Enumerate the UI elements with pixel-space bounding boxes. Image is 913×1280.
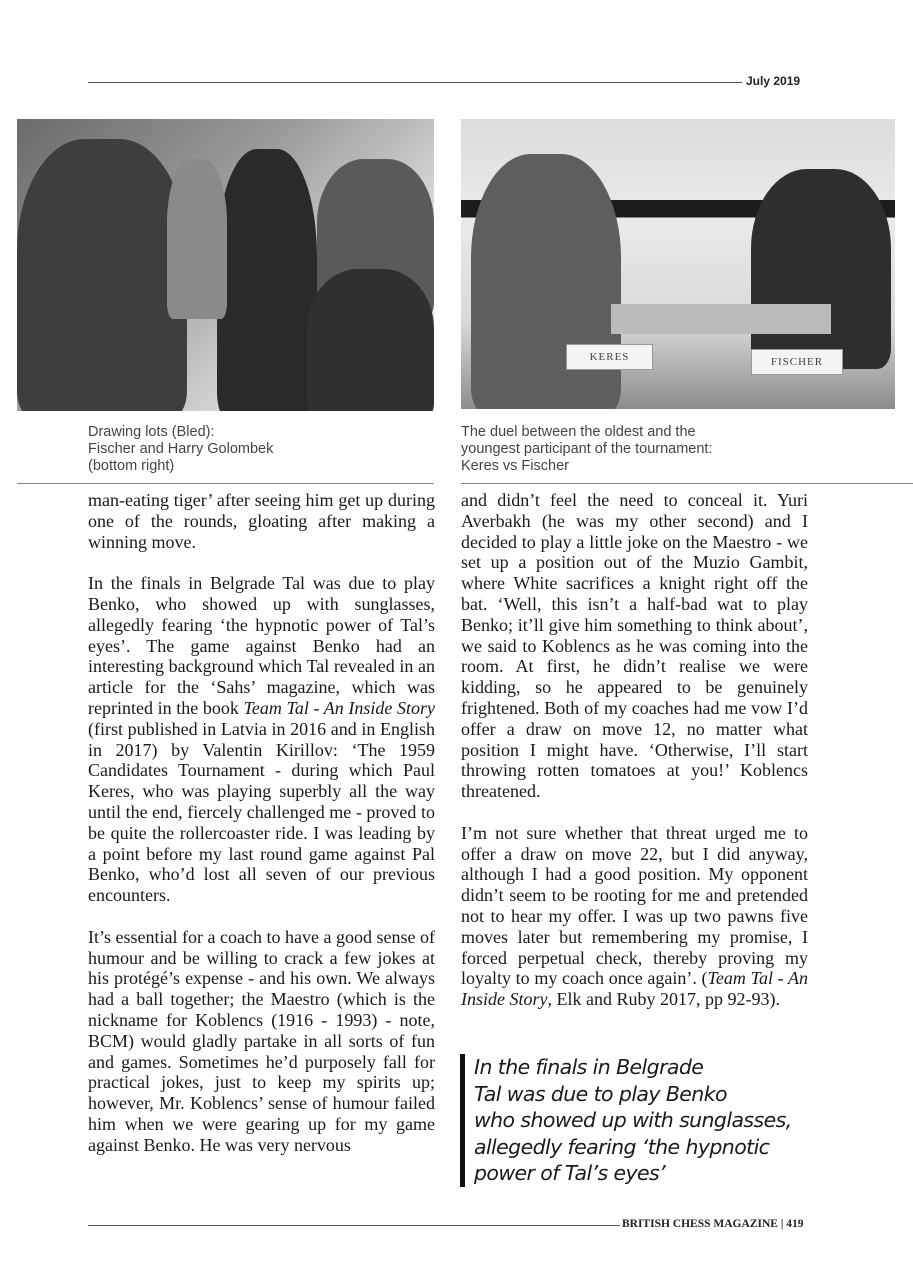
paragraph: man-eating tiger’ after seeing him get up during one of the rounds, gloating after making a winning move. <box>88 490 435 552</box>
caption-line: The duel between the oldest and the <box>461 424 696 440</box>
figure-keres <box>471 154 621 409</box>
caption-rule-right <box>461 483 913 484</box>
caption-line: Fischer and Harry Golombek <box>88 441 274 457</box>
caption-line: youngest participant of the tournament: <box>461 441 713 457</box>
photo-caption-right <box>461 424 713 475</box>
caption-rule-left <box>17 483 434 484</box>
photo-caption-left <box>88 424 273 475</box>
caption-line: Drawing lots (Bled): <box>88 424 215 440</box>
paragraph-text: I’m not sure whether that threat urged me to offer a draw on move 22, but I did anyway, although I had a good position. My opponent didn’t seem to be rooting for me and pretended not to hear my offer. I was up two pawns five moves later but remembering my promise, I forced perpetual check, thereby proving my loyalty to my coach once again’. ( <box>461 822 808 989</box>
magazine-name: BRITISH CHESS MAGAZINE <box>622 1218 778 1230</box>
figure-woman <box>167 159 227 319</box>
header-rule <box>88 82 742 83</box>
photo-keres-vs-fischer <box>461 119 895 409</box>
paragraph: It’s essential for a coach to have a good sense of humour and be willing to crack a few jokes at his protégé’s expense - and his own. We always had a ball together; the Maestro (which is the nickname for Koblencs (1916 - 1993) - note, BCM) would gladly partake in all sorts of fun and games. Sometimes he’d purposely fall for practical jokes, just to keep my spirits up; however, Mr. Koblencs’ sense of humour failed him when we were gearing up for my game against Benko. He was very nervous <box>88 926 435 1155</box>
book-title: Team Tal - An Inside Story <box>461 968 808 1010</box>
figure-fischer <box>751 169 891 369</box>
photo-drawing-lots <box>17 119 434 411</box>
figure-golombek <box>307 269 434 411</box>
footer-rule <box>88 1225 620 1226</box>
footer-separator: | <box>780 1218 784 1230</box>
paragraph <box>88 573 435 906</box>
pull-quote-line: Tal was due to play Benko <box>474 1081 727 1106</box>
pull-quote-line: In the finals in Belgrade <box>474 1055 704 1079</box>
page-number: 419 <box>786 1218 804 1230</box>
book-title: Team Tal - An Inside Story <box>243 697 435 718</box>
nameplate-fischer: FISCHER <box>751 349 843 375</box>
pull-quote-line: who showed up with sunglasses, <box>474 1108 792 1132</box>
paragraph-text: , Elk and Ruby 2017, pp 92-93). <box>547 989 780 1010</box>
paragraph-text: (first published in Latvia in 2016 and in English in 2017) by Valentin Kirillov: ‘The 1959 Candidates Tournament - during which Paul Keres, who was playing superbly all the way until the end, fiercely challenged me - proved to be quite the rollercoaster ride. I was leading by a point before my last round game against Pal Benko, who’d lost all seven of our previous encounters. <box>88 718 435 906</box>
paragraph <box>461 823 808 1010</box>
pull-quote-line: power of Tal’s eyes’ <box>474 1161 666 1185</box>
article-column-right <box>461 490 808 1031</box>
pull-quote-line: allegedly fearing ‘the hypnotic <box>474 1134 770 1159</box>
nameplate-keres: KERES <box>566 344 653 370</box>
paragraph-text: In the finals in Belgrade Tal was due to play Benko, who showed up with sunglasses, allegedly fearing ‘the hypnotic power of Tal’s eyes’. The game against Benko had an interesting background which Tal revealed in an article for the ‘Sahs’ magazine, which was reprinted in the book <box>88 573 435 718</box>
chessboard <box>611 304 831 334</box>
pull-quote <box>460 1054 792 1187</box>
page-footer <box>622 1218 803 1230</box>
figure-standing <box>217 149 317 411</box>
article-column-left <box>88 490 435 1176</box>
caption-line: (bottom right) <box>88 458 175 474</box>
issue-date: July 2019 <box>746 74 801 88</box>
figure-fischer <box>17 139 187 411</box>
paragraph: and didn’t feel the need to conceal it. Yuri Averbakh (he was my other second) and I decided to play a little joke on the Maestro - we set up a position out of the Muzio Gambit, where White sacrifices a knight right off the bat. ‘Well, this isn’t a half-bad wat to play Benko; it’ll give him something to think about’, we said to Koblencs as he was coming into the room. At first, he didn’t realise we were kidding, so he appeared to be genuinely frightened. Both of my coaches had me vow I’d offer a draw on move 12, no matter what position I might have. ‘Otherwise, I’ll start throwing rotten tomatoes at you!’ Koblencs threatened. <box>461 490 808 802</box>
caption-line: Keres vs Fischer <box>461 458 569 474</box>
